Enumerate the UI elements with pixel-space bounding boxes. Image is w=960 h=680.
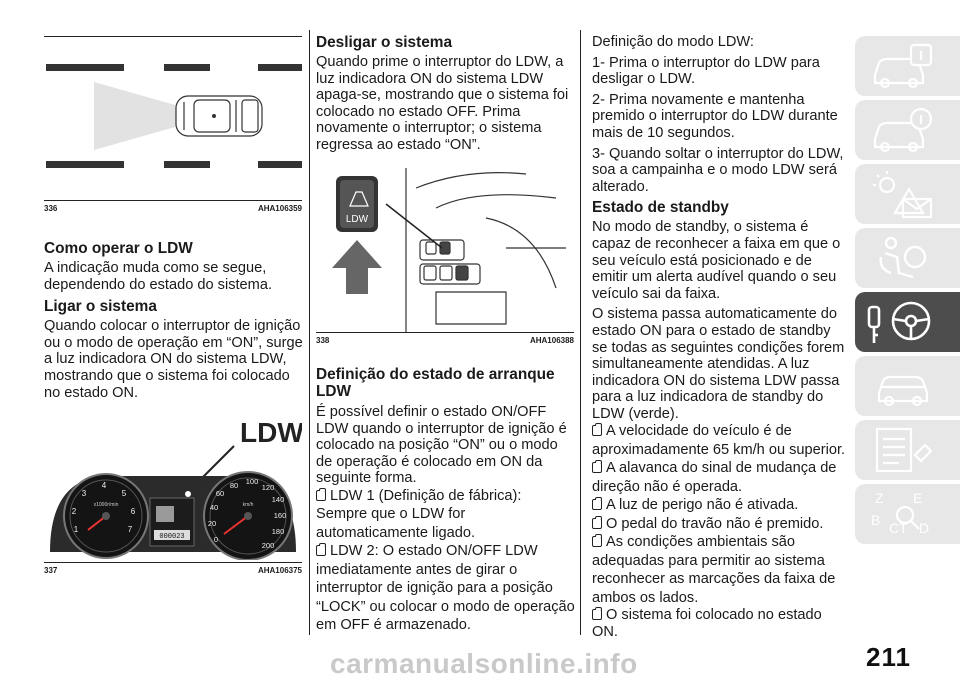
svg-text:120: 120 bbox=[261, 483, 275, 492]
svg-text:2: 2 bbox=[71, 507, 77, 516]
list-item: A luz de perigo não é ativada. bbox=[592, 496, 848, 515]
heading-standby: Estado de standby bbox=[592, 199, 729, 217]
car-info-icon bbox=[869, 41, 939, 91]
bullet-icon bbox=[592, 518, 602, 529]
figure-top-rule bbox=[44, 36, 302, 37]
button-label: LDW bbox=[345, 214, 369, 225]
rpm-unit: x1000r/min bbox=[93, 502, 119, 508]
svg-text:D: D bbox=[919, 520, 930, 536]
bullet-icon bbox=[592, 609, 602, 620]
tab-steering-key[interactable] bbox=[855, 292, 960, 352]
figure-code: AHA106359 bbox=[257, 204, 302, 213]
tab-car-service[interactable] bbox=[855, 356, 960, 416]
car-service-icon bbox=[869, 361, 939, 411]
paragraph: Quando prime o interruptor do LDW, a luz indicadora ON do sistema LDW apaga-se, mostrando que o sistema foi colocado no estado OFF. Prima novamente o interruptor; o sistema regressa ao estado “ON”. bbox=[316, 54, 569, 153]
list-item: O sistema foi colocado no estado ON. bbox=[592, 607, 822, 641]
bullet-icon bbox=[592, 499, 602, 510]
svg-text:7: 7 bbox=[127, 525, 133, 534]
figure-number: 338 bbox=[316, 336, 330, 345]
svg-text:160: 160 bbox=[273, 511, 287, 520]
svg-text:1: 1 bbox=[73, 525, 79, 534]
paragraph: Quando colocar o interruptor de ignição ou o modo de operação em “ON”, surge a luz indicadora ON do sistema LDW, mostrando que o sistema foi colocado no estado ON. bbox=[44, 318, 303, 401]
step-2: 2- Prima novamente e mantenha premido o interruptor do LDW durante mais de 10 segundos. bbox=[592, 91, 838, 141]
figure-number: 337 bbox=[44, 566, 58, 575]
step-3: 3- Quando soltar o interruptor do LDW, soa a campainha e o modo LDW será alterado. bbox=[592, 145, 844, 195]
heading-turn-off: Desligar o sistema bbox=[316, 34, 453, 51]
heading-how-to-operate: Como operar o LDW bbox=[44, 240, 193, 257]
svg-text:6: 6 bbox=[130, 507, 136, 516]
svg-text:B: B bbox=[871, 512, 881, 528]
tab-car-info-circle[interactable] bbox=[855, 100, 960, 160]
page-number: 211 bbox=[866, 642, 911, 672]
bullet-icon bbox=[592, 536, 602, 547]
tab-warning-lights[interactable] bbox=[855, 164, 960, 224]
svg-text:180: 180 bbox=[271, 527, 285, 536]
caption-rule bbox=[316, 332, 574, 333]
list-item: A velocidade do veículo é de aproximadamente 65 km/h ou superior. bbox=[592, 423, 846, 458]
speed-unit: km/h bbox=[242, 502, 254, 508]
svg-text:40: 40 bbox=[209, 503, 219, 512]
svg-text:E: E bbox=[913, 490, 923, 506]
svg-text:100: 100 bbox=[245, 477, 259, 486]
figure-code: AHA106388 bbox=[529, 336, 574, 345]
steering-key-icon bbox=[865, 295, 945, 349]
svg-text:0: 0 bbox=[213, 535, 219, 544]
svg-text:200: 200 bbox=[261, 541, 275, 550]
bullet-icon bbox=[316, 545, 326, 556]
figure-caption bbox=[316, 336, 574, 346]
bullet-icon bbox=[592, 462, 602, 473]
svg-text:5: 5 bbox=[121, 489, 127, 498]
list-item: LDW 1 (Definição de fábrica): Sempre que o LDW for automaticamente ligado. bbox=[316, 487, 522, 541]
caption-rule bbox=[44, 200, 302, 201]
figure-code: AHA106375 bbox=[257, 566, 302, 575]
svg-text:80: 80 bbox=[229, 481, 239, 490]
svg-text:4: 4 bbox=[101, 481, 107, 490]
tab-airbag[interactable] bbox=[855, 228, 960, 288]
column-2-top-text bbox=[316, 34, 574, 154]
warning-lights-icon bbox=[869, 169, 939, 219]
svg-text:3: 3 bbox=[81, 489, 87, 498]
paragraph: Definição do modo LDW: bbox=[592, 34, 754, 50]
paragraph: A indicação muda como se segue, dependendo do estado do sistema. bbox=[44, 260, 272, 293]
figure-number: 336 bbox=[44, 204, 58, 213]
svg-text:Z: Z bbox=[875, 490, 884, 506]
ldw-label: LDW bbox=[240, 417, 302, 448]
figure-337-instrument-cluster bbox=[44, 402, 302, 560]
tab-checklist[interactable] bbox=[855, 420, 960, 480]
heading-turn-on: Ligar o sistema bbox=[44, 298, 157, 316]
column-divider bbox=[580, 30, 581, 635]
svg-text:140: 140 bbox=[271, 495, 285, 504]
svg-text:60: 60 bbox=[215, 489, 225, 498]
list-item: O pedal do travão não é premido. bbox=[592, 515, 848, 534]
checklist-icon bbox=[869, 425, 939, 475]
odometer: 000023 bbox=[159, 533, 185, 541]
column-1-text bbox=[44, 240, 306, 401]
car-info-circle-icon bbox=[869, 105, 939, 155]
svg-text:20: 20 bbox=[207, 519, 217, 528]
list-item: A alavanca do sinal de mudança de direção não é operada. bbox=[592, 460, 837, 495]
column-2-bottom-text bbox=[316, 366, 576, 635]
paragraph: É possível definir o estado ON/OFF LDW quando o interruptor de ignição é colocado na posição “ON” ou o modo de operação é colocado em ON da seguinte forma. bbox=[316, 404, 567, 487]
tab-car-info[interactable] bbox=[855, 36, 960, 96]
svg-text:C: C bbox=[889, 520, 900, 536]
list-item: As condições ambientais são adequadas para permitir ao sistema reconhecer as marcações da faixa de ambos os lados. bbox=[592, 534, 836, 606]
watermark: carmanualsonline.info bbox=[330, 648, 638, 679]
list-item: LDW 2: O estado ON/OFF LDW imediatamente antes de girar o interruptor de ignição para a posição “LOCK” ou colocar o modo de operação em OFF é armazenado. bbox=[316, 543, 575, 634]
step-1: 1- Prima o interruptor do LDW para desligar o LDW. bbox=[592, 54, 820, 88]
bullet-icon bbox=[592, 425, 602, 436]
bullet-icon bbox=[316, 490, 326, 501]
paragraph: O sistema passa automaticamente do estado ON para o estado de standby se todas as seguintes condições forem simultaneamente atendidas. A luz indicadora ON do sistema LDW passa para a luz indicadora de standby do LDW (verde). bbox=[592, 306, 845, 422]
tab-index[interactable] bbox=[855, 484, 960, 544]
figure-338-ldw-switch bbox=[316, 168, 574, 332]
svg-text:T: T bbox=[899, 520, 908, 536]
caption-rule bbox=[44, 562, 302, 563]
column-3-text bbox=[592, 34, 848, 641]
heading-start-state: Definição do estado de arranque LDW bbox=[316, 366, 555, 400]
index-alphabet-icon bbox=[869, 487, 939, 541]
column-divider bbox=[309, 30, 310, 635]
airbag-person-icon bbox=[869, 233, 939, 283]
paragraph: No modo de standby, o sistema é capaz de reconhecer a faixa em que o seu veículo está posicionado e de emitir um alerta audível quando o seu veículo sai da faixa. bbox=[592, 219, 841, 302]
figure-caption bbox=[44, 566, 302, 576]
figure-336-lane-diagram bbox=[44, 40, 302, 200]
figure-caption bbox=[44, 204, 302, 214]
